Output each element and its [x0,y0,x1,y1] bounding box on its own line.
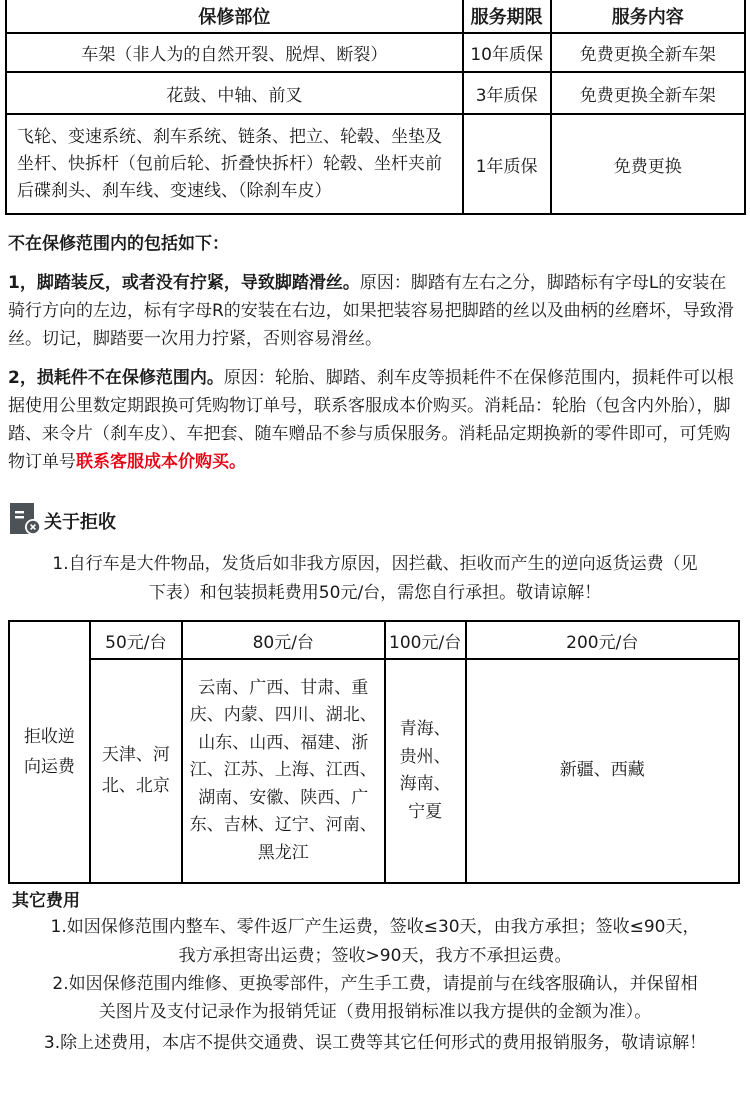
regions-80: 云南、广西、甘肃、重庆、内蒙、四川、湖北、山东、山西、福建、浙江、江苏、上海、江西、湖南、安徽、陕西、广东、吉林、辽宁、河南、黑龙江 [182,659,385,883]
row-label: 拒收逆向运费 [23,727,75,777]
warranty-header-row [6,0,745,33]
part-cell: 花鼓、中轴、前叉 [6,72,463,114]
table-row [6,72,745,114]
rejection-note-line-1: 1.自行车是大件物品，发货后如非我方原因，因拦截、拒收而产生的逆向返货运费（见 [52,554,698,574]
other-fee-line: 我方承担寄出运费；签收>90天，我方不承担运费。 [178,946,572,966]
exclusions-title: 不在保修范围内的包括如下： [8,234,229,254]
exclusion-item-1 [8,269,738,353]
period-cell: 3年质保 [463,72,551,114]
other-fees-title: 其它费用 [12,891,80,911]
other-fee-line: 关图片及支付记录作为报销凭证（费用报销标准以我方提供的金额为准）。 [98,1002,652,1022]
service-cell: 免费更换 [551,114,745,214]
period-cell: 10年质保 [463,33,551,72]
exclusion-item-2-text: 原因：轮胎、脚踏、刹车皮等损耗件不在保修范围内，损耗件可以根据使用公里数定期跟换可凭购物订单号，联系客服成本价购买。消耗品：轮胎（包含内外胎），脚踏、来令片（刹车皮）、车把套、随车赠品不参与质保服务。消耗品定期换新的零件即可，可凭购物订单号 [8,368,734,472]
part-cell: 车架（非人为的自然开裂、脱焊、断裂） [6,33,463,72]
regions-row [9,659,739,883]
regions-100: 青海、贵州、海南、宁夏 [385,659,466,883]
other-fee-line: 3.除上述费用，本店不提供交通费、误工费等其它任何形式的费用报销服务，敬请谅解！ [43,1033,707,1053]
row-label-cell [9,621,90,883]
exclusion-item-1-text: 原因：脚踏有左右之分，脚踏标有字母L的安装在骑行方向的左边，标有字母R的安装在右边，如果把装容易把脚踏的丝以及曲柄的丝磨坏，导致滑丝。切记，脚踏要一次用力拧紧，否则容易滑丝。 [8,273,734,349]
rejection-section-title [8,503,116,539]
price-80: 80元/台 [182,621,385,659]
rejection-title: 关于拒收 [44,512,116,533]
service-cell: 免费更换全新车架 [551,72,745,114]
other-fee-line: 2.如因保修范围内维修、更换零部件，产生手工费，请提前与在线客服确认，并保留相 [52,974,698,994]
price-header-row [9,621,739,659]
table-row [6,33,745,72]
exclusion-item-2 [8,364,738,476]
price-200: 200元/台 [466,621,739,659]
header-service: 服务内容 [551,0,745,33]
part-cell: 飞轮、变速系统、刹车系统、链条、把立、轮毂、坐垫及坐杆、快拆杆（包前后轮、折叠快拆杆）轮毂、坐杆夹前后碟刹头、刹车线、变速线、（除刹车皮） [6,114,463,214]
rejection-note-line-2: 下表）和包装损耗费用50元/台，需您自行承担。敬请谅解！ [148,583,602,603]
period-cell: 1年质保 [463,114,551,214]
regions-50: 天津、河北、北京 [90,659,182,883]
table-row [6,114,745,214]
price-100: 100元/台 [385,621,466,659]
header-period: 服务期限 [463,0,551,33]
exclusion-item-2-bold: 2，损耗件不在保修范围内。 [8,368,224,388]
rejection-fee-table [8,620,740,884]
other-fee-line: 1.如因保修范围内整车、零件返厂产生运费，签收≤30天，由我方承担；签收≤90天， [50,917,700,937]
price-50: 50元/台 [90,621,182,659]
warranty-table [5,0,746,215]
exclusion-item-1-bold: 1，脚踏装反，或者没有拧紧，导致脚踏滑丝。 [8,273,360,293]
contact-service-highlight: 联系客服成本价购买。 [76,452,246,472]
service-cell: 免费更换全新车架 [551,33,745,72]
regions-200: 新疆、西藏 [466,659,739,883]
header-part: 保修部位 [6,0,463,33]
document-reject-icon [8,502,42,540]
